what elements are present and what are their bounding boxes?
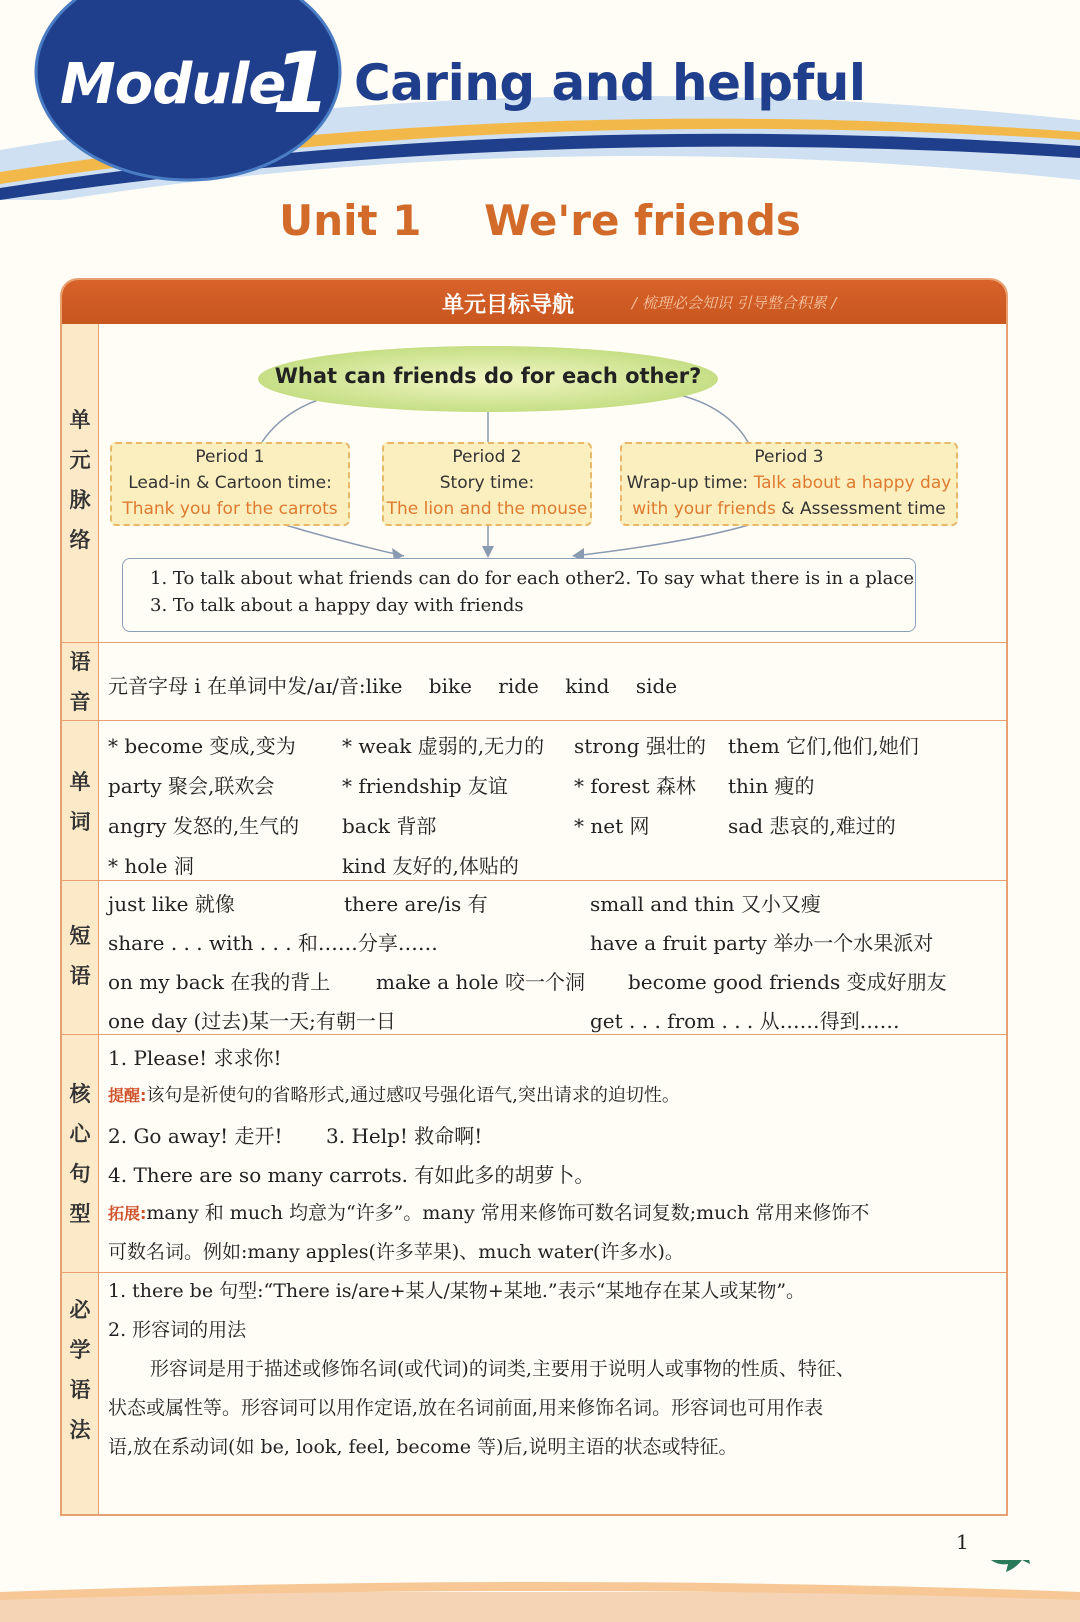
vocab-item: * net 网 [574,814,650,838]
phonics-word: like [365,674,403,698]
central-question: What can friends do for each other? [274,364,702,388]
tip-label: 提醒: [108,1086,147,1105]
row-divider [62,1034,1006,1035]
grammar-text: 形容词是用于描述或修饰名词(或代词)的词类,主要用于说明人或事物的性质、特征、 [150,1358,855,1380]
vocab-item: * hole 洞 [108,854,194,878]
goal-1: 1. To talk about what friends can do for each other [150,568,615,589]
vocab-item: back 背部 [342,814,437,838]
ext-label: 拓展: [108,1204,147,1223]
table-title: 单元目标导航 [442,293,575,318]
module-number: 1 [272,34,331,132]
phrase-item: become good friends 变成好朋友 [628,970,947,994]
phrase-item: share . . . with . . . 和……分享…… [108,931,438,955]
unit-title [0,196,1080,245]
phrase-item: get . . . from . . . 从……得到…… [590,1009,900,1033]
period-1-title: Period 1 [195,447,265,467]
vocab-item: party 聚会,联欢会 [108,774,275,798]
ext-text-1: many 和 much 均意为“许多”。many 常用来修饰可数名词复数;much 常用来修饰不 [146,1202,870,1224]
phrase-item: small and thin 又小又瘦 [590,892,821,916]
phrase-item: there are/is 有 [344,892,488,916]
unit-label: Unit 1 [279,196,422,245]
phonics-line [108,670,677,699]
period-2-line2: The lion and the mouse [386,499,588,519]
row-divider [62,880,1006,881]
period-2-box [382,442,592,526]
vocab-item: angry 发怒的,生气的 [108,814,300,838]
unit-goals-table [60,278,1008,1516]
ext-text-2: 可数名词。例如:many apples(许多苹果)、much water(许多水)。 [108,1241,684,1263]
phrase-item: just like 就像 [108,892,235,916]
label-phrases: 短 语 [69,924,91,988]
row-divider [62,1272,1006,1273]
vocab-item: * become 变成,变为 [108,734,296,758]
period-3-line1a: Wrap-up time: [626,473,754,493]
vocab-item: thin 瘦的 [728,774,815,798]
core-sentence-3: 3. Help! 救命啊! [326,1124,483,1148]
label-vocabulary: 单 词 [69,770,91,834]
phrase-item: make a hole 咬一个洞 [376,970,585,994]
unit-name: We're friends [484,196,801,245]
core-sentence-4: 4. There are so many carrots. 有如此多的胡萝卜。 [108,1163,595,1187]
core-sentence-1: 1. Please! 求求你! [108,1046,282,1070]
vocab-item: sad 悲哀的,难过的 [728,814,896,838]
period-2-line1: Story time: [439,473,535,493]
grammar-point-1: 1. there be 句型:“There is/are+某人/某物+某地.”表示“某地存在某人或某物”。 [108,1280,806,1302]
footer-decoration [0,1560,1080,1622]
vocab-item: kind 友好的,体贴的 [342,854,519,878]
module-word: Module [60,52,286,117]
phrase-item: have a fruit party 举办一个水果派对 [590,931,934,955]
label-core-sentences: 核 心 句 型 [69,1082,91,1226]
vocab-item: strong 强壮的 [574,734,706,758]
label-phonics: 语 音 [69,650,91,714]
table-subtitle: / 梳理必会知识 引导整合积累 / [632,294,837,312]
period-1-line1: Lead-in & Cartoon time: [128,473,332,493]
goal-2: 2. To say what there is in a place [614,568,915,589]
label-grammar: 必 学 语 法 [69,1298,91,1442]
core-sentence-2: 2. Go away! 走开! [108,1124,283,1148]
module-title: Caring and helpful [354,54,866,112]
period-2-title: Period 2 [452,447,522,467]
vocab-item: them 它们,他们,她们 [728,734,919,758]
vocab-item: * weak 虚弱的,无力的 [342,734,545,758]
period-1-box [110,442,350,526]
period-3-line1b: Talk about a happy day [753,473,952,493]
page-number: 1 [956,1530,969,1554]
tip-text: 该句是祈使句的省略形式,通过感叹号强化语气,突出请求的迫切性。 [146,1085,680,1106]
period-3-title: Period 3 [754,447,824,467]
phrase-item: on my back 在我的背上 [108,970,331,994]
grammar-text: 状态或属性等。形容词可以用作定语,放在名词前面,用来修饰名词。形容词也可用作表 [108,1397,824,1419]
label-unit-context: 单 元 脉 络 [69,408,91,552]
goal-3: 3. To talk about a happy day with friends [150,595,524,616]
period-1-line2: Thank you for the carrots [122,499,338,519]
phonics-word: kind [565,674,610,698]
vocab-item: * forest 森林 [574,774,696,798]
dolphin-icon [988,1560,1030,1572]
period-3-line2b: & Assessment time [775,499,946,519]
phonics-rule: 元音字母 i 在单词中发/aɪ/音: [108,674,366,698]
core-tip [108,1081,680,1107]
row-divider [62,720,1006,721]
period-3-line2a: with your friends [632,499,776,519]
vocab-item: * friendship 友谊 [342,774,508,798]
phonics-word: bike [428,674,472,698]
grammar-text: 语,放在系动词(如 be, look, feel, become 等)后,说明主语的状态或特征。 [108,1436,738,1458]
period-3-box [620,442,958,526]
phrase-item: one day (过去)某一天;有朝一日 [108,1009,396,1033]
grammar-point-2: 2. 形容词的用法 [108,1319,247,1341]
phonics-word: side [635,674,678,698]
core-extension [108,1198,869,1225]
phonics-word: ride [498,674,539,698]
